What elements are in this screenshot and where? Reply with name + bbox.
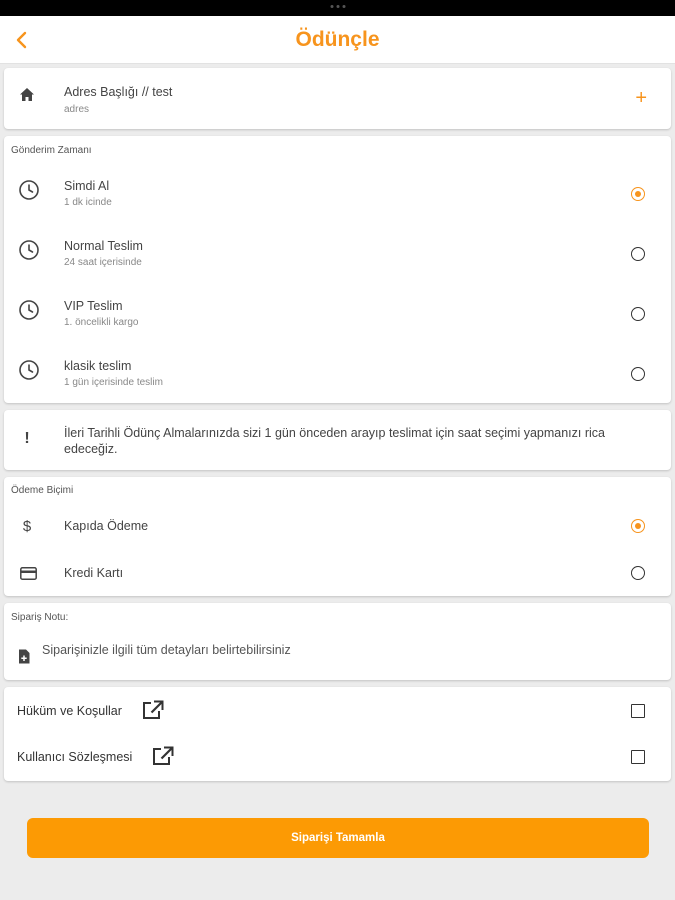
external-link-icon[interactable]	[152, 746, 174, 766]
dollar-icon: $	[22, 517, 32, 535]
payment-option-title: Kapıda Ödeme	[64, 519, 149, 533]
delivery-option-title: klasik teslim	[64, 359, 132, 373]
order-note-input[interactable]	[42, 639, 642, 661]
clock-icon	[18, 359, 40, 381]
user-agreement-checkbox[interactable]	[631, 750, 645, 764]
delivery-option-subtitle: 1. öncelikli kargo	[64, 317, 139, 328]
note-add-icon	[16, 647, 32, 665]
address-subtitle: adres	[64, 104, 90, 115]
exclamation-icon: !	[24, 430, 30, 447]
order-note-card	[4, 603, 671, 680]
home-icon	[18, 85, 36, 103]
delivery-radio-normal[interactable]	[631, 247, 645, 261]
delivery-option-title: Simdi Al	[64, 179, 110, 193]
delivery-option-subtitle: 1 dk icinde	[64, 197, 112, 208]
add-address-button[interactable]: +	[635, 87, 647, 109]
delivery-option-title: VIP Teslim	[64, 299, 123, 313]
address-title: Adres Başlığı // test	[64, 85, 173, 99]
credit-card-icon	[18, 565, 38, 581]
delivery-section-label: Gönderim Zamanı	[11, 145, 92, 156]
status-bar	[0, 0, 675, 16]
payment-card	[4, 477, 671, 596]
delivery-radio-vip[interactable]	[631, 307, 645, 321]
delivery-option-subtitle: 24 saat içerisinde	[64, 257, 142, 268]
clock-icon	[18, 239, 40, 261]
terms-conditions-label[interactable]: Hüküm ve Koşullar	[17, 704, 122, 718]
address-card[interactable]	[4, 68, 671, 129]
payment-radio-card[interactable]	[631, 566, 645, 580]
user-agreement-label[interactable]: Kullanıcı Sözleşmesi	[17, 750, 133, 764]
note-section-label: Sipariş Notu:	[11, 612, 69, 623]
page-title: Ödünçle	[295, 28, 380, 51]
delivery-radio-now[interactable]	[631, 187, 645, 201]
info-text: İleri Tarihli Ödünç Almalarınızda sizi 1 gün önceden arayıp teslimat için saat seçimi yapmanızı rica edeceğiz.	[64, 426, 605, 456]
terms-conditions-checkbox[interactable]	[631, 704, 645, 718]
app-header	[0, 16, 675, 64]
clock-icon	[18, 179, 40, 201]
payment-section-label: Ödeme Biçimi	[11, 485, 74, 496]
payment-option-title: Kredi Kartı	[64, 566, 124, 580]
delivery-radio-classic[interactable]	[631, 367, 645, 381]
status-dots	[330, 5, 345, 8]
delivery-option-subtitle: 1 gün içerisinde teslim	[64, 377, 163, 388]
terms-card	[4, 687, 671, 781]
complete-order-button[interactable]: Siparişi Tamamla	[27, 818, 649, 858]
clock-icon	[18, 299, 40, 321]
info-card	[4, 410, 671, 470]
delivery-time-card	[4, 136, 671, 403]
external-link-icon[interactable]	[142, 700, 164, 720]
payment-radio-cash[interactable]	[631, 519, 645, 533]
delivery-option-title: Normal Teslim	[64, 239, 143, 253]
